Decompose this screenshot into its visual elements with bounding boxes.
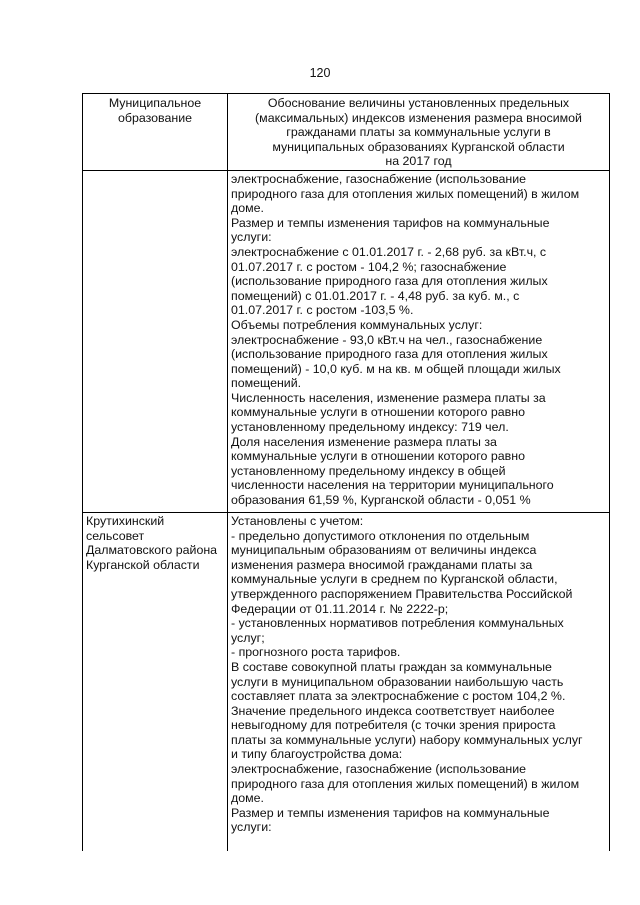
municipality-name-line: Крутихинский: [86, 513, 165, 528]
header-justification: [228, 94, 610, 171]
text-line: коммунальные услуги в среднем по Курганской области,: [231, 572, 558, 587]
header-justification-line: муниципальных образованиях Курганской области: [272, 139, 565, 154]
municipality-name-line: сельсовет: [86, 528, 145, 543]
text-line: коммунальные услуги в отношении которого равно: [231, 449, 525, 464]
text-line: 01.07.2017 г. с ростом - 104,2 %; газоснабжение: [231, 259, 507, 274]
header-justification-line: (максимальных) индексов изменения размера вносимой: [255, 110, 582, 125]
municipality-cell: [83, 170, 228, 512]
text-line: платы за коммунальные услуги) набору коммунальных услуг: [231, 732, 583, 747]
header-municipality-line: Муниципальное: [108, 96, 202, 110]
header-justification-line: на 2017 год: [385, 154, 452, 169]
text-line: Размер и темпы изменения тарифов на коммунальные: [231, 215, 550, 230]
text-line: - предельно допустимого отклонения по отдельным: [231, 528, 530, 543]
text-line: электроснабжение - 93,0 кВт.ч на чел., газоснабжение: [231, 332, 543, 347]
text-line: - установленных нормативов потребления коммунальных: [231, 616, 564, 631]
text-line: Значение предельного индекса соответствует наиболее: [231, 703, 555, 718]
text-line: В составе совокупной платы граждан за коммунальные: [231, 659, 552, 674]
text-line: услуги:: [231, 230, 272, 245]
header-justification-line: гражданами платы за коммунальные услуги в: [286, 125, 551, 140]
text-line: доме.: [231, 201, 264, 216]
justification-cell: [228, 170, 610, 512]
text-line: изменения размера вносимой гражданами платы за: [231, 557, 533, 572]
text-line: природного газа для отопления жилых помещений) в жилом: [231, 776, 580, 791]
text-line: услуги:: [231, 820, 272, 835]
text-line: Федерации от 01.11.2014 г. № 2222-р;: [231, 601, 449, 616]
text-line: невыгодному для потребителя (с точки зрения прироста: [231, 718, 556, 733]
table-row: [83, 512, 610, 851]
text-line: и типу благоустройства дома:: [231, 747, 403, 762]
text-line: Размер и темпы изменения тарифов на коммунальные: [231, 805, 550, 820]
text-line: Установлены с учетом:: [231, 513, 364, 528]
text-line: (использование природного газа для отопления жилых: [231, 347, 548, 362]
text-line: электроснабжение, газоснабжение (использование: [231, 171, 527, 186]
table-header-row: [83, 94, 610, 171]
text-line: Объемы потребления коммунальных услуг:: [231, 317, 483, 332]
justification-table: [82, 93, 610, 851]
header-justification-line: Обоснование величины установленных предельных: [267, 96, 570, 110]
text-line: электроснабжение с 01.01.2017 г. - 2,68 руб. за кВт.ч, с: [231, 244, 547, 259]
text-line: установленному предельному индексу: 719 чел.: [231, 420, 509, 435]
table-row: [83, 170, 610, 512]
text-line: (использование природного газа для отопления жилых: [231, 274, 548, 289]
text-line: численности населения на территории муниципального: [231, 478, 554, 493]
text-line: помещений) - 10,0 куб. м на кв. м общей площади жилых: [231, 361, 561, 376]
text-line: - прогнозного роста тарифов.: [231, 645, 401, 660]
text-line: доме.: [231, 791, 264, 806]
header-municipality: [83, 94, 228, 171]
text-line: составляет плата за электроснабжение с ростом 104,2 %.: [231, 689, 566, 704]
text-line: Численность населения, изменение размера платы за: [231, 390, 546, 405]
text-line: помещений) с 01.01.2017 г. - 4,48 руб. за куб. м., с: [231, 288, 520, 303]
text-line: коммунальные услуги в отношении которого равно: [231, 405, 525, 420]
text-line: природного газа для отопления жилых помещений) в жилом: [231, 186, 580, 201]
text-line: образования 61,59 %, Курганской области - 0,051 %: [231, 493, 531, 508]
text-line: услуги в муниципальном образовании наибольшую часть: [231, 674, 564, 689]
text-line: 01.07.2017 г. с ростом -103,5 %.: [231, 303, 414, 318]
text-line: электроснабжение, газоснабжение (использование: [231, 762, 527, 777]
text-line: установленному предельному индексу в общей: [231, 463, 506, 478]
text-line: Доля населения изменение размера платы за: [231, 434, 497, 449]
municipality-name-line: Курганской области: [86, 557, 200, 572]
text-line: муниципальным образованиям от величины индекса: [231, 543, 537, 558]
justification-cell: [228, 512, 610, 851]
municipality-name-line: Далматовского района: [86, 543, 218, 558]
text-line: помещений.: [231, 376, 302, 391]
page-number: 120: [309, 66, 331, 80]
text-line: утвержденного распоряжением Правительства Российской: [231, 586, 573, 601]
text-line: услуг;: [231, 630, 265, 645]
header-municipality-line: образование: [117, 110, 193, 125]
municipality-cell: [83, 512, 228, 851]
